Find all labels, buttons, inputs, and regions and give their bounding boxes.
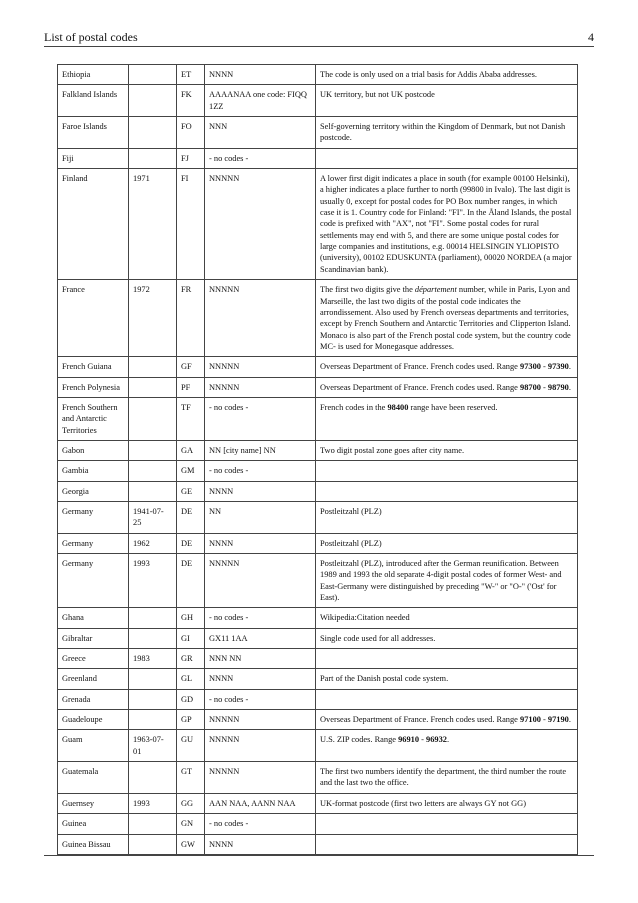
notes-text: The first two numbers identify the department, the third number the route and the last two the office. (320, 767, 567, 788)
country-cell: Gibraltar (58, 628, 129, 648)
notes-cell (316, 669, 578, 689)
notes-text: Part of the Danish postal code system. (320, 674, 449, 684)
country-cell: Ethiopia (58, 65, 129, 85)
format-cell: AAN NAA, AANN NAA (205, 793, 316, 813)
iso-code-cell: GD (177, 689, 205, 709)
country-cell: French Polynesia (58, 377, 129, 397)
iso-code-cell: GW (177, 834, 205, 854)
date-cell (129, 357, 177, 377)
table-row (58, 377, 578, 397)
notes-text: . (446, 735, 450, 745)
notes-text: A lower first digit indicates a place in south (for example 00100 Helsinki), a higher indicates a place further to north (99800 in Ivalo). The last digit is usually 0, except for postal codes for PO Box number ranges, in which case it is 1. Country code for Finland: "FI". In the Åland Islands, the postal code is prefixed with "AX", not "FI". Some postal codes for rural settlements may end with 5, and there are some unique postal codes for large companies and institutions, e.g. 00014 HELSINGIN YLIOPISTO (university), 00102 EDUSKUNTA (parliament), 00020 NORDEA (a major Scandinavian bank). (320, 174, 572, 274)
date-cell (129, 397, 177, 440)
iso-code-cell: GN (177, 814, 205, 834)
date-cell (129, 814, 177, 834)
notes-cell (316, 481, 578, 501)
format-cell: NNNN (205, 669, 316, 689)
notes-cell (316, 793, 578, 813)
table-row (58, 628, 578, 648)
notes-text: - (540, 382, 548, 392)
notes-cell (316, 65, 578, 85)
country-cell: Germany (58, 554, 129, 608)
notes-cell (316, 628, 578, 648)
date-cell (129, 377, 177, 397)
country-cell: Guernsey (58, 793, 129, 813)
country-cell: Finland (58, 169, 129, 280)
table-row (58, 554, 578, 608)
notes-cell (316, 608, 578, 628)
iso-code-cell: GL (177, 669, 205, 689)
notes-cell (316, 461, 578, 481)
format-cell: NNNNN (205, 710, 316, 730)
notes-text: 96932 (426, 735, 447, 745)
format-cell: - no codes - (205, 689, 316, 709)
notes-text: number, while in Paris, Lyon and Marseille, the last two digits of the postal code indicates the arrondissement. Also used by French overseas departments and territories, except by French Southern and Antarctic Territories and Clipperton Island. Monaco is also part of the French postal code system, but the country code MC- is used for Monegasque addresses. (320, 285, 571, 351)
notes-text: range have been reserved. (408, 402, 498, 412)
country-cell: Guinea (58, 814, 129, 834)
notes-cell (316, 649, 578, 669)
country-cell: Guadeloupe (58, 710, 129, 730)
notes-text: UK-format postcode (first two letters are always GY not GG) (320, 798, 526, 808)
notes-text: The first two digits give the (320, 285, 415, 295)
table-row (58, 85, 578, 117)
format-cell: - no codes - (205, 148, 316, 168)
iso-code-cell: PF (177, 377, 205, 397)
country-cell: Greenland (58, 669, 129, 689)
notes-text: - (419, 735, 426, 745)
date-cell: 1971 (129, 169, 177, 280)
iso-code-cell: GU (177, 730, 205, 762)
date-cell: 1963-07-01 (129, 730, 177, 762)
country-cell: French Southern and Antarctic Territories (58, 397, 129, 440)
notes-cell (316, 533, 578, 553)
notes-cell (316, 85, 578, 117)
notes-text: Postleitzahl (PLZ) (320, 506, 382, 516)
notes-text: U.S. ZIP codes. Range (320, 735, 399, 745)
format-cell: NNNNN (205, 377, 316, 397)
format-cell: NNNNN (205, 357, 316, 377)
notes-text: 97100 (520, 715, 541, 725)
notes-text: French codes in the (320, 402, 388, 412)
date-cell: 1993 (129, 554, 177, 608)
format-cell: NNNNN (205, 762, 316, 794)
date-cell (129, 689, 177, 709)
table-row (58, 461, 578, 481)
notes-cell (316, 169, 578, 280)
country-cell: Germany (58, 533, 129, 553)
iso-code-cell: FK (177, 85, 205, 117)
notes-cell (316, 710, 578, 730)
date-cell: 1983 (129, 649, 177, 669)
format-cell: NNN (205, 117, 316, 149)
date-cell: 1962 (129, 533, 177, 553)
country-cell: Fiji (58, 148, 129, 168)
page-number: 4 (588, 30, 594, 44)
format-cell: GX11 1AA (205, 628, 316, 648)
table-row (58, 397, 578, 440)
notes-text: 96910 (398, 735, 420, 745)
iso-code-cell: FO (177, 117, 205, 149)
notes-cell (316, 357, 578, 377)
country-cell: Guam (58, 730, 129, 762)
format-cell: NN (205, 501, 316, 533)
notes-text: UK territory, but not UK postcode (320, 90, 435, 100)
notes-text: The code is only used on a trial basis for Addis Ababa addresses. (320, 70, 538, 79)
iso-code-cell: GE (177, 481, 205, 501)
notes-cell (316, 440, 578, 460)
iso-code-cell: GG (177, 793, 205, 813)
iso-code-cell: DE (177, 533, 205, 553)
notes-text: 97300 (520, 362, 541, 372)
iso-code-cell: FJ (177, 148, 205, 168)
country-cell: France (58, 280, 129, 357)
page-header (44, 28, 594, 47)
date-cell (129, 461, 177, 481)
date-cell: 1993 (129, 793, 177, 813)
notes-cell (316, 834, 578, 854)
footer-rule (44, 855, 594, 856)
notes-text: Overseas Department of France. French codes used. Range (320, 362, 520, 372)
country-cell: Georgia (58, 481, 129, 501)
iso-code-cell: GI (177, 628, 205, 648)
table-row (58, 689, 578, 709)
format-cell: NNNNN (205, 280, 316, 357)
format-cell: NNNN (205, 65, 316, 85)
postal-codes-table (57, 64, 578, 855)
iso-code-cell: GF (177, 357, 205, 377)
country-cell: Grenada (58, 689, 129, 709)
notes-text: Two digit postal zone goes after city name. (320, 445, 465, 455)
notes-cell (316, 280, 578, 357)
notes-text: Overseas Department of France. French codes used. Range (320, 715, 520, 725)
date-cell (129, 710, 177, 730)
table-row (58, 357, 578, 377)
table-row (58, 834, 578, 854)
table-row (58, 169, 578, 280)
country-cell: Gambia (58, 461, 129, 481)
table-row (58, 814, 578, 834)
table-row (58, 533, 578, 553)
date-cell: 1941-07-25 (129, 501, 177, 533)
table-row (58, 762, 578, 794)
iso-code-cell: GM (177, 461, 205, 481)
notes-cell (316, 397, 578, 440)
notes-text: 97190 (547, 715, 569, 725)
table-row (58, 649, 578, 669)
notes-text: - (540, 715, 548, 725)
notes-text: Wikipedia:Citation needed (320, 613, 410, 623)
format-cell: NNN NN (205, 649, 316, 669)
notes-cell (316, 814, 578, 834)
format-cell: NNNNN (205, 554, 316, 608)
date-cell (129, 440, 177, 460)
country-cell: Falkland Islands (58, 85, 129, 117)
table-row (58, 710, 578, 730)
table-row (58, 793, 578, 813)
table-row (58, 65, 578, 85)
country-cell: Germany (58, 501, 129, 533)
notes-cell (316, 762, 578, 794)
date-cell (129, 762, 177, 794)
notes-text: Self-governing territory within the Kingdom of Denmark, but not Danish postcode. (320, 122, 566, 143)
format-cell: NNNNN (205, 730, 316, 762)
notes-text: Postleitzahl (PLZ) (320, 538, 382, 548)
table-row (58, 117, 578, 149)
table-row (58, 730, 578, 762)
notes-text: Single code used for all addresses. (320, 633, 436, 643)
table-row (58, 669, 578, 689)
table-row (58, 148, 578, 168)
format-cell: - no codes - (205, 814, 316, 834)
notes-cell (316, 117, 578, 149)
page-title: List of postal codes (44, 30, 138, 44)
notes-text: . (568, 362, 571, 372)
notes-text: . (568, 715, 571, 725)
iso-code-cell: ET (177, 65, 205, 85)
notes-text: département (414, 285, 457, 295)
iso-code-cell: FI (177, 169, 205, 280)
iso-code-cell: GR (177, 649, 205, 669)
iso-code-cell: GT (177, 762, 205, 794)
iso-code-cell: GP (177, 710, 205, 730)
date-cell (129, 148, 177, 168)
iso-code-cell: DE (177, 554, 205, 608)
notes-cell (316, 730, 578, 762)
notes-text: 98400 (387, 402, 409, 412)
format-cell: AAAANAA one code: FIQQ 1ZZ (205, 85, 316, 117)
iso-code-cell: GA (177, 440, 205, 460)
table-row (58, 501, 578, 533)
notes-text: . (568, 382, 571, 392)
notes-text: Postleitzahl (PLZ), introduced after the German reunification. Between 1989 and 1993 the old separate 4-digit postal codes of former West- and East-Germany were distinguished by preceding "W-" or "O-" ('Ost' for East). (320, 559, 562, 603)
format-cell: NNNN (205, 481, 316, 501)
country-cell: Ghana (58, 608, 129, 628)
format-cell: - no codes - (205, 608, 316, 628)
format-cell: NN [city name] NN (205, 440, 316, 460)
table-row (58, 608, 578, 628)
date-cell (129, 628, 177, 648)
notes-cell (316, 377, 578, 397)
format-cell: - no codes - (205, 397, 316, 440)
notes-text: Overseas Department of France. French codes used. Range (320, 382, 520, 392)
date-cell (129, 608, 177, 628)
notes-cell (316, 689, 578, 709)
date-cell (129, 65, 177, 85)
date-cell: 1972 (129, 280, 177, 357)
country-cell: Greece (58, 649, 129, 669)
country-cell: Faroe Islands (58, 117, 129, 149)
date-cell (129, 85, 177, 117)
country-cell: French Guiana (58, 357, 129, 377)
notes-cell (316, 501, 578, 533)
notes-text: - (540, 362, 548, 372)
iso-code-cell: DE (177, 501, 205, 533)
notes-text: 98700 (520, 382, 541, 392)
country-cell: Gabon (58, 440, 129, 460)
format-cell: - no codes - (205, 461, 316, 481)
table-row (58, 481, 578, 501)
table-row (58, 440, 578, 460)
date-cell (129, 481, 177, 501)
format-cell: NNNN (205, 834, 316, 854)
date-cell (129, 669, 177, 689)
iso-code-cell: TF (177, 397, 205, 440)
format-cell: NNNN (205, 533, 316, 553)
notes-cell (316, 554, 578, 608)
country-cell: Guinea Bissau (58, 834, 129, 854)
notes-text: 97390 (547, 362, 569, 372)
iso-code-cell: GH (177, 608, 205, 628)
table-row (58, 280, 578, 357)
iso-code-cell: FR (177, 280, 205, 357)
country-cell: Guatemala (58, 762, 129, 794)
notes-cell (316, 148, 578, 168)
format-cell: NNNNN (205, 169, 316, 280)
date-cell (129, 834, 177, 854)
notes-text: 98790 (547, 382, 569, 392)
date-cell (129, 117, 177, 149)
